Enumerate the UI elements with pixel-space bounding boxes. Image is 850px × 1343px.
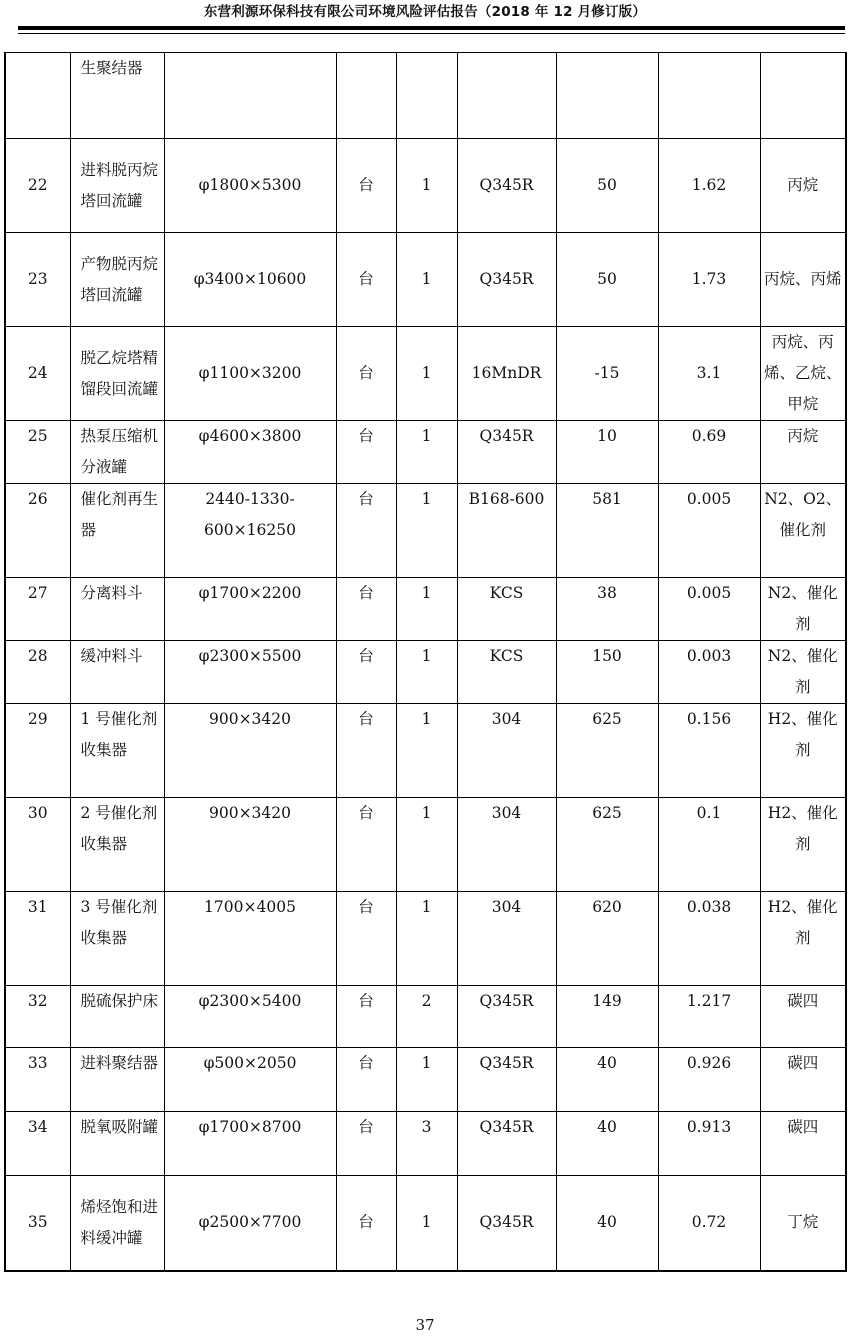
equipment-spec: φ2500×7700 [164,1176,336,1271]
equipment-quantity: 1 [396,1176,457,1271]
operating-temperature: 40 [556,1112,658,1176]
equipment-name: 2 号催化剂收集器 [70,798,164,892]
page-number: 37 [415,1316,435,1334]
table-row [5,233,846,327]
equipment-material: 304 [457,892,556,986]
equipment-medium: 丙烷 [760,421,846,484]
equipment-medium: 丙烷、丙烯 [760,233,846,327]
equipment-unit: 台 [336,798,396,892]
equipment-medium: 丁烷 [760,1176,846,1271]
equipment-material: 16MnDR [457,327,556,421]
equipment-medium: 丙烷、丙烯、乙烷、甲烷 [760,327,846,421]
equipment-quantity: 1 [396,798,457,892]
operating-temperature: 50 [556,139,658,233]
table-row [5,1112,846,1176]
equipment-unit: 台 [336,484,396,578]
table-row [5,1176,846,1271]
equipment-name: 1 号催化剂收集器 [70,704,164,798]
operating-temperature [556,53,658,139]
equipment-name: 生聚结器 [70,53,164,139]
operating-pressure: 0.003 [658,641,760,704]
equipment-name: 产物脱丙烷塔回流罐 [70,233,164,327]
operating-pressure: 0.005 [658,484,760,578]
row-number: 25 [5,421,70,484]
equipment-spec: φ1100×3200 [164,327,336,421]
equipment-name: 缓冲料斗 [70,641,164,704]
operating-pressure: 0.926 [658,1048,760,1112]
equipment-material: Q345R [457,139,556,233]
equipment-quantity: 1 [396,641,457,704]
equipment-spec: φ1700×2200 [164,578,336,641]
equipment-unit: 台 [336,1048,396,1112]
row-number: 27 [5,578,70,641]
equipment-spec: 2440-1330-600×16250 [164,484,336,578]
equipment-spec: φ4600×3800 [164,421,336,484]
equipment-material: Q345R [457,1176,556,1271]
operating-pressure: 1.73 [658,233,760,327]
row-number: 35 [5,1176,70,1271]
equipment-spec [164,53,336,139]
equipment-material [457,53,556,139]
row-number: 33 [5,1048,70,1112]
equipment-quantity: 1 [396,327,457,421]
table-row [5,139,846,233]
row-number: 22 [5,139,70,233]
operating-pressure [658,53,760,139]
equipment-material: Q345R [457,421,556,484]
equipment-medium: H2、催化剂 [760,892,846,986]
row-number: 31 [5,892,70,986]
equipment-quantity: 1 [396,578,457,641]
equipment-medium: H2、催化剂 [760,704,846,798]
equipment-table [4,52,847,1272]
operating-pressure: 0.038 [658,892,760,986]
equipment-quantity: 1 [396,233,457,327]
table-row [5,641,846,704]
equipment-material: Q345R [457,1048,556,1112]
operating-pressure: 0.913 [658,1112,760,1176]
equipment-quantity: 1 [396,892,457,986]
row-number: 34 [5,1112,70,1176]
equipment-medium: N2、O2、催化剂 [760,484,846,578]
equipment-medium: H2、催化剂 [760,798,846,892]
equipment-quantity [396,53,457,139]
equipment-material: 304 [457,704,556,798]
equipment-material: Q345R [457,986,556,1048]
equipment-spec: φ500×2050 [164,1048,336,1112]
equipment-unit: 台 [336,421,396,484]
table-row [5,1048,846,1112]
equipment-spec: 1700×4005 [164,892,336,986]
row-number: 26 [5,484,70,578]
equipment-quantity: 1 [396,484,457,578]
table-row [5,327,846,421]
equipment-medium: N2、催化剂 [760,641,846,704]
operating-pressure: 0.72 [658,1176,760,1271]
table-row [5,421,846,484]
header-rule-thin [18,33,845,34]
equipment-material: KCS [457,578,556,641]
operating-pressure: 3.1 [658,327,760,421]
equipment-medium: 碳四 [760,1048,846,1112]
table-row [5,578,846,641]
operating-pressure: 0.005 [658,578,760,641]
equipment-unit: 台 [336,578,396,641]
row-number: 32 [5,986,70,1048]
equipment-spec: φ1700×8700 [164,1112,336,1176]
equipment-unit: 台 [336,1176,396,1271]
equipment-unit: 台 [336,641,396,704]
table-row [5,986,846,1048]
header-rule-thick [18,26,845,30]
row-number: 23 [5,233,70,327]
equipment-unit: 台 [336,892,396,986]
row-number: 29 [5,704,70,798]
table-row [5,798,846,892]
equipment-name: 脱氧吸附罐 [70,1112,164,1176]
equipment-name: 进料聚结器 [70,1048,164,1112]
table-row [5,704,846,798]
operating-temperature: 38 [556,578,658,641]
report-header: 东营利源环保科技有限公司环境风险评估报告（2018 年 12 月修订版） [203,4,647,20]
operating-temperature: 40 [556,1048,658,1112]
equipment-name: 脱硫保护床 [70,986,164,1048]
equipment-name: 热泵压缩机分液罐 [70,421,164,484]
equipment-unit: 台 [336,233,396,327]
equipment-quantity: 1 [396,421,457,484]
equipment-spec: φ2300×5400 [164,986,336,1048]
row-number: 24 [5,327,70,421]
equipment-medium: 丙烷 [760,139,846,233]
equipment-spec: φ1800×5300 [164,139,336,233]
equipment-table-body [5,53,846,1271]
equipment-medium [760,53,846,139]
operating-temperature: 620 [556,892,658,986]
equipment-name: 催化剂再生器 [70,484,164,578]
operating-pressure: 1.217 [658,986,760,1048]
equipment-name: 3 号催化剂收集器 [70,892,164,986]
operating-temperature: 40 [556,1176,658,1271]
equipment-quantity: 3 [396,1112,457,1176]
operating-temperature: 581 [556,484,658,578]
operating-pressure: 0.1 [658,798,760,892]
operating-pressure: 1.62 [658,139,760,233]
equipment-quantity: 1 [396,1048,457,1112]
equipment-spec: 900×3420 [164,798,336,892]
equipment-unit: 台 [336,1112,396,1176]
equipment-material: KCS [457,641,556,704]
equipment-medium: N2、催化剂 [760,578,846,641]
equipment-material: Q345R [457,1112,556,1176]
operating-temperature: 625 [556,798,658,892]
equipment-spec: 900×3420 [164,704,336,798]
row-number: 30 [5,798,70,892]
equipment-unit: 台 [336,704,396,798]
operating-temperature: 10 [556,421,658,484]
equipment-quantity: 1 [396,139,457,233]
equipment-material: 304 [457,798,556,892]
row-number: 28 [5,641,70,704]
row-number [5,53,70,139]
equipment-medium: 碳四 [760,1112,846,1176]
equipment-name: 分离料斗 [70,578,164,641]
table-row [5,53,846,139]
table-row [5,892,846,986]
table-row [5,484,846,578]
equipment-name: 脱乙烷塔精馏段回流罐 [70,327,164,421]
operating-temperature: 625 [556,704,658,798]
equipment-unit [336,53,396,139]
equipment-material: B168-600 [457,484,556,578]
equipment-spec: φ3400×10600 [164,233,336,327]
operating-temperature: -15 [556,327,658,421]
operating-temperature: 50 [556,233,658,327]
equipment-medium: 碳四 [760,986,846,1048]
operating-temperature: 149 [556,986,658,1048]
equipment-unit: 台 [336,327,396,421]
equipment-material: Q345R [457,233,556,327]
equipment-quantity: 1 [396,704,457,798]
equipment-quantity: 2 [396,986,457,1048]
operating-pressure: 0.156 [658,704,760,798]
equipment-spec: φ2300×5500 [164,641,336,704]
operating-temperature: 150 [556,641,658,704]
equipment-unit: 台 [336,139,396,233]
equipment-name: 进料脱丙烷塔回流罐 [70,139,164,233]
equipment-name: 烯烃饱和进料缓冲罐 [70,1176,164,1271]
equipment-unit: 台 [336,986,396,1048]
operating-pressure: 0.69 [658,421,760,484]
